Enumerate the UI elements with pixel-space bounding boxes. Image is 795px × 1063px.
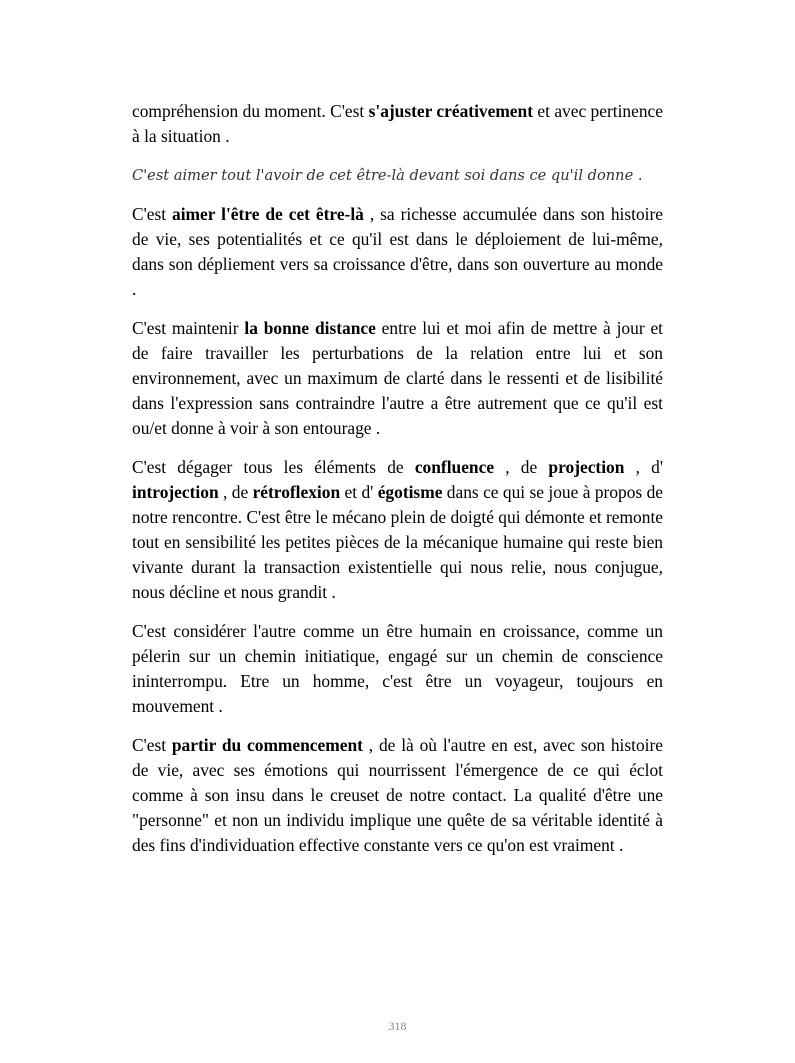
text-run: , de là où l'autre en est, avec son histoire de vie, avec ses émotions qui nourrissent l'émergence de ce qui éclot comme à son insu dans le creuset de notre contact. La qualité d'être une "personne" et non un individu implique une quête de sa véritable identité à des fins d'individuation effective constante vers ce qu'on est vraiment .	[132, 735, 663, 855]
text-run: , de	[494, 457, 549, 477]
text-run: C'est	[132, 735, 172, 755]
bold-term: partir du commencement	[171, 735, 363, 755]
bold-term: s'ajuster créativement	[368, 101, 533, 121]
text-run: C'est dégager tous les éléments de	[132, 457, 415, 477]
body-text	[132, 99, 663, 872]
bold-term: introjection	[132, 482, 219, 502]
text-run: entre lui et moi afin de mettre à jour et de faire travailler les perturbations de la relation entre lui et son environnement, avec un maximum de clarté dans le ressenti et de lisibilité dans l'expression sans contraindre l'autre a être autrement que ce qu'il est ou/et donne à voir à son entourage .	[132, 318, 663, 438]
bold-term: la bonne distance	[244, 318, 376, 338]
text-run: C'est	[132, 204, 173, 224]
paragraph-3	[132, 202, 663, 302]
paragraph-5	[132, 455, 663, 605]
bold-term: aimer l'être de cet être-là	[172, 204, 364, 224]
paragraph-7	[132, 733, 663, 858]
paragraph-4	[132, 316, 663, 441]
paragraph-1	[132, 99, 663, 149]
bold-term: égotisme	[377, 482, 443, 502]
text-run: compréhension du moment. C'est	[132, 101, 369, 121]
paragraph-6	[132, 619, 663, 719]
text-run: , de	[218, 482, 253, 502]
bold-term: projection	[548, 457, 625, 477]
text-run: C'est aimer tout l'avoir de cet être-là devant soi dans ce qu'il donne .	[132, 167, 643, 184]
page-number: 318	[388, 1019, 407, 1033]
paragraph-italic	[132, 163, 663, 188]
bold-term: confluence	[414, 457, 495, 477]
bold-term: rétroflexion	[252, 482, 341, 502]
text-run: et avec pertinence à la situation .	[132, 101, 663, 146]
text-run: C'est considérer l'autre comme un être humain en croissance, comme un pélerin sur un chemin initiatique, engagé sur un chemin de conscience ininterrompu. Etre un homme, c'est être un voyageur, toujours en mouvement .	[132, 621, 663, 716]
text-run: , d'	[624, 457, 664, 477]
text-run: C'est maintenir	[132, 318, 245, 338]
text-run: dans ce qui se joue à propos de notre rencontre. C'est être le mécano plein de doigté qui démonte et remonte tout en sensibilité les petites pièces de la mécanique humaine qui reste bien vivante durant la transaction existentielle qui nous relie, nous conjugue, nous décline et nous grandit .	[132, 482, 663, 602]
text-run: , sa richesse accumulée dans son histoire de vie, ses potentialités et ce qu'il est dans le déploiement de lui-même, dans son dépliement vers sa croissance d'être, dans son ouverture au monde .	[132, 204, 663, 299]
text-run: et d'	[340, 482, 378, 502]
